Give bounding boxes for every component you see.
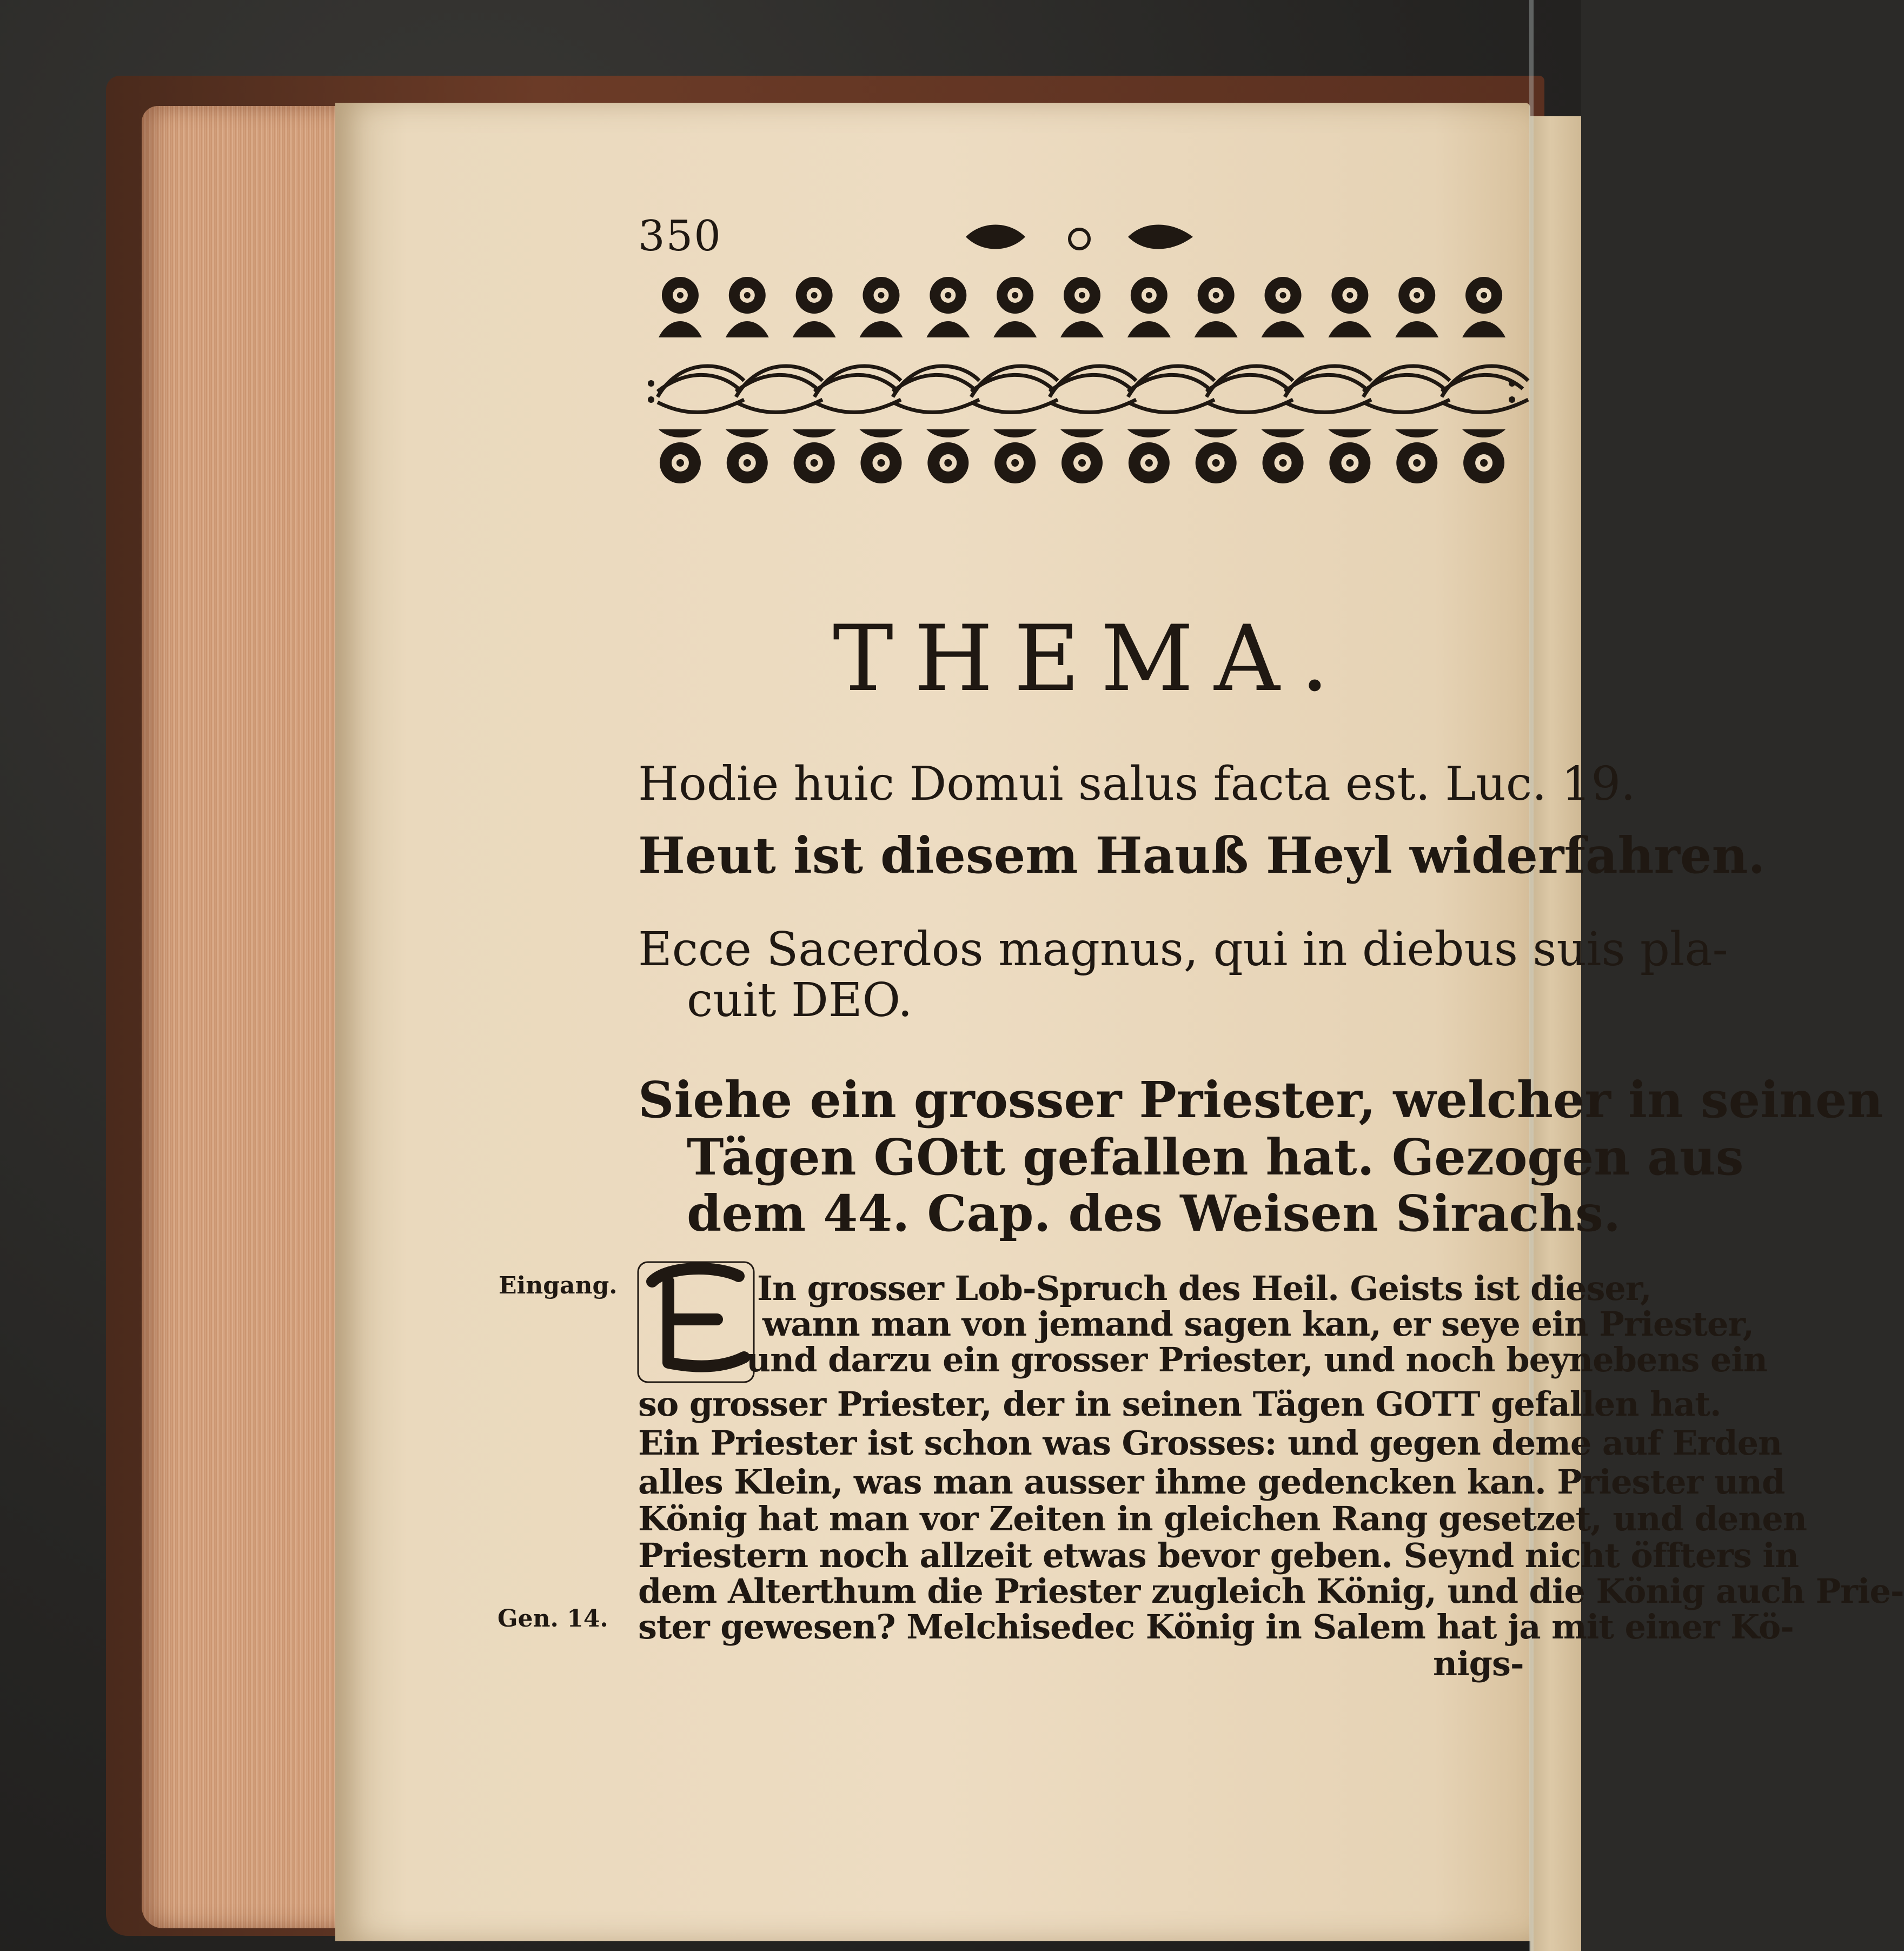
- thema-german-line-2b: Tägen GOtt gefallen hat. Gezogen aus: [687, 1128, 1744, 1186]
- border-flower-bottom: [793, 429, 836, 483]
- border-flower-bottom: [859, 429, 903, 483]
- border-flower-top: [1127, 277, 1171, 337]
- body-line-4: so grosser Priester, der in seinen Tägen GOTT gefallen hat.: [638, 1384, 1721, 1424]
- body-line-8: Priestern noch allzeit etwas bevor geben. Seynd nicht öffters in: [638, 1536, 1799, 1575]
- border-flower-bottom: [926, 429, 970, 483]
- border-flower-top: [1462, 277, 1505, 337]
- border-flower-bottom: [1127, 429, 1171, 483]
- border-flower-bottom: [726, 429, 769, 483]
- border-flower-top: [793, 277, 836, 337]
- border-flower-bottom: [1395, 429, 1438, 483]
- body-line-11: nigs-: [1433, 1644, 1524, 1683]
- border-flower-top: [1060, 277, 1104, 337]
- border-flower-bottom: [993, 429, 1037, 483]
- border-flower-bottom: [1195, 429, 1238, 483]
- border-flower-top: [993, 277, 1037, 337]
- border-flower-top: [726, 277, 769, 337]
- thema-german-line-2c: dem 44. Cap. des Weisen Sirachs.: [687, 1184, 1621, 1243]
- margin-note-eingang: Eingang.: [499, 1272, 618, 1299]
- border-flower-bottom: [1462, 429, 1505, 483]
- page-edges: [142, 106, 347, 1928]
- body-line-3: und darzu ein grosser Priester, und noch beynebens ein: [746, 1340, 1768, 1379]
- adjacent-page-strip: [1530, 116, 1581, 1951]
- header-ornament: [960, 215, 1198, 258]
- thema-latin-line-2b: cuit DEO.: [687, 973, 913, 1027]
- border-rope-twist: [1050, 366, 1136, 413]
- border-rope-twist: [658, 366, 744, 413]
- border-flower-top: [659, 277, 702, 337]
- border-rope-twist: [1363, 366, 1450, 413]
- thema-latin-line-2a: Ecce Sacerdos magnus, qui in diebus suis pla-: [638, 923, 1728, 977]
- border-dots: [648, 380, 1515, 403]
- body-line-2: wann man von jemand sagen kan, er seye ein Priester,: [762, 1304, 1754, 1344]
- margin-note-reference: Gen. 14.: [497, 1605, 608, 1633]
- border-flower-bottom: [1060, 429, 1104, 483]
- body-line-10: ster gewesen? Melchisedec König in Salem hat ja mit einer Kö-: [638, 1607, 1794, 1647]
- border-flower-top: [1262, 277, 1305, 337]
- drop-cap: [636, 1260, 756, 1384]
- section-title: THEMA.: [833, 606, 1350, 712]
- border-flower-bottom: [659, 429, 702, 483]
- thema-latin-line-1: Hodie huic Domui salus facta est. Luc. 19.: [638, 757, 1636, 811]
- border-rope-twist: [814, 366, 901, 413]
- border-rope-twist: [736, 366, 822, 413]
- border-flower-bottom: [1262, 429, 1305, 483]
- body-line-1: In grosser Lob-Spruch des Heil. Geists ist dieser,: [757, 1269, 1651, 1308]
- body-line-6: alles Klein, was man ausser ihme gedencken kan. Priester und: [638, 1462, 1785, 1502]
- border-rope-twist: [893, 366, 979, 413]
- border-flower-top: [859, 277, 903, 337]
- border-rope-twist: [1206, 366, 1293, 413]
- border-rope-twist: [1285, 366, 1371, 413]
- border-flower-bottom: [1328, 429, 1371, 483]
- body-line-5: Ein Priester ist schon was Grosses: und gegen deme auf Erden: [638, 1423, 1782, 1463]
- border-rope-twist: [971, 366, 1058, 413]
- thema-german-line-2a: Siehe ein grosser Priester, welcher in seinen: [638, 1071, 1883, 1129]
- border-flower-top: [1195, 277, 1238, 337]
- border-flower-top: [1328, 277, 1371, 337]
- border-flower-top: [1395, 277, 1438, 337]
- thema-german-line-1: Heut ist diesem Hauß Heyl widerfahren.: [638, 826, 1766, 885]
- body-line-7: König hat man vor Zeiten in gleichen Rang gesetzet, und denen: [638, 1499, 1807, 1538]
- border-rope-twist: [1128, 366, 1215, 413]
- body-line-9: dem Alterthum die Priester zugleich König, und die König auch Prie-: [638, 1571, 1904, 1611]
- decorative-border: [647, 267, 1517, 494]
- page-number: 350: [638, 212, 722, 261]
- border-flower-top: [926, 277, 970, 337]
- border-rope-twist: [1442, 366, 1528, 413]
